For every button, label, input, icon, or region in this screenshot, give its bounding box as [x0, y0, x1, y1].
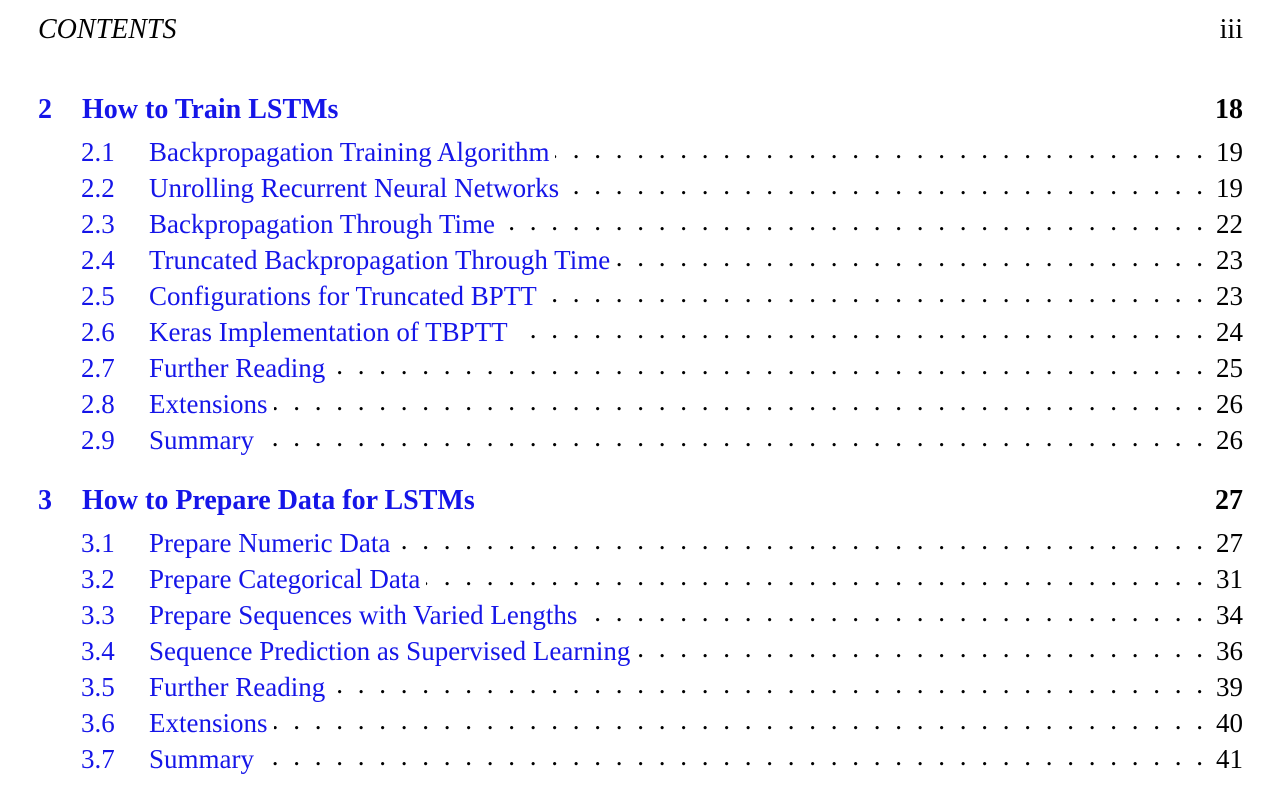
toc-entry[interactable] — [38, 170, 1243, 206]
section-number[interactable]: 3.6 — [81, 708, 115, 738]
toc-entry[interactable] — [38, 669, 1243, 705]
toc-entry[interactable] — [38, 206, 1243, 242]
dot-leader — [396, 525, 1203, 552]
toc-entry[interactable] — [38, 350, 1243, 386]
dot-leader — [260, 422, 1203, 449]
section-page-number: 22 — [1216, 209, 1243, 239]
section-title-link[interactable]: Further Reading — [149, 353, 326, 383]
section-number[interactable]: 3.5 — [81, 672, 115, 702]
dot-leader — [543, 278, 1203, 305]
toc-entry[interactable] — [38, 386, 1243, 422]
section-number[interactable]: 2.3 — [81, 209, 115, 239]
section-page-number: 36 — [1216, 636, 1243, 666]
chapter-page-number: 18 — [1215, 94, 1243, 125]
dot-leader — [274, 705, 1204, 732]
section-number[interactable]: 2.5 — [81, 281, 115, 311]
toc-entry[interactable] — [38, 314, 1243, 350]
section-number[interactable]: 3.7 — [81, 744, 115, 774]
toc-entry[interactable] — [38, 741, 1243, 777]
section-number[interactable]: 3.3 — [81, 600, 115, 630]
dot-leader — [616, 242, 1203, 269]
section-page-number: 39 — [1216, 672, 1243, 702]
toc-entry[interactable] — [38, 134, 1243, 170]
section-number[interactable]: 2.8 — [81, 389, 115, 419]
dot-leader — [636, 633, 1203, 660]
section-title-link[interactable]: Summary — [149, 425, 254, 455]
section-title-link[interactable]: Sequence Prediction as Supervised Learning — [149, 636, 631, 666]
section-page-number: 24 — [1216, 317, 1243, 347]
running-header — [38, 14, 1243, 54]
section-title-link[interactable]: Summary — [149, 744, 254, 774]
section-page-number: 19 — [1216, 173, 1243, 203]
section-page-number: 41 — [1216, 744, 1243, 774]
section-number[interactable]: 2.6 — [81, 317, 115, 347]
dot-leader — [501, 206, 1203, 233]
toc-entry[interactable] — [38, 705, 1243, 741]
section-list — [38, 134, 1243, 458]
chapter-number[interactable]: 3 — [38, 485, 52, 516]
dot-leader — [331, 350, 1203, 377]
section-page-number: 19 — [1216, 137, 1243, 167]
section-number[interactable]: 2.1 — [81, 137, 115, 167]
section-title-link[interactable]: Backpropagation Through Time — [149, 209, 495, 239]
dot-leader — [583, 597, 1203, 624]
section-list — [38, 525, 1243, 777]
section-number[interactable]: 2.4 — [81, 245, 115, 275]
section-title-link[interactable]: Extensions — [149, 708, 268, 738]
section-page-number: 40 — [1216, 708, 1243, 738]
toc-entry[interactable] — [38, 278, 1243, 314]
chapter-number[interactable]: 2 — [38, 94, 52, 125]
chapter-page-number: 27 — [1215, 485, 1243, 516]
chapter-title-link[interactable]: How to Prepare Data for LSTMs — [82, 485, 475, 516]
section-number[interactable]: 3.2 — [81, 564, 115, 594]
section-title-link[interactable]: Prepare Numeric Data — [149, 528, 391, 558]
dot-leader — [331, 669, 1203, 696]
section-page-number: 23 — [1216, 245, 1243, 275]
dot-leader — [426, 561, 1203, 588]
chapter-3 — [38, 485, 1243, 777]
dot-leader — [260, 741, 1203, 768]
toc-entry[interactable] — [38, 633, 1243, 669]
section-page-number: 26 — [1216, 425, 1243, 455]
chapter-heading[interactable] — [38, 485, 1243, 525]
section-number[interactable]: 2.7 — [81, 353, 115, 383]
section-title-link[interactable]: Backpropagation Training Algorithm — [149, 137, 550, 167]
section-title-link[interactable]: Further Reading — [149, 672, 326, 702]
chapter-title-link[interactable]: How to Train LSTMs — [82, 94, 339, 125]
section-title-link[interactable]: Extensions — [149, 389, 268, 419]
toc-entry[interactable] — [38, 525, 1243, 561]
section-title-link[interactable]: Keras Implementation of TBPTT — [149, 317, 508, 347]
section-page-number: 23 — [1216, 281, 1243, 311]
dot-leader — [274, 386, 1204, 413]
chapter-heading[interactable] — [38, 94, 1243, 134]
dot-leader — [514, 314, 1203, 341]
toc-entry[interactable] — [38, 422, 1243, 458]
section-number[interactable]: 2.9 — [81, 425, 115, 455]
section-title-link[interactable]: Configurations for Truncated BPTT — [149, 281, 537, 311]
section-title-link[interactable]: Prepare Categorical Data — [149, 564, 421, 594]
section-number[interactable]: 3.4 — [81, 636, 115, 666]
section-title-link[interactable]: Truncated Backpropagation Through Time — [149, 245, 611, 275]
section-page-number: 26 — [1216, 389, 1243, 419]
section-number[interactable]: 3.1 — [81, 528, 115, 558]
section-title-link[interactable]: Unrolling Recurrent Neural Networks — [149, 173, 560, 203]
section-page-number: 31 — [1216, 564, 1243, 594]
dot-leader — [555, 134, 1203, 161]
section-page-number: 27 — [1216, 528, 1243, 558]
toc-entry[interactable] — [38, 597, 1243, 633]
section-page-number: 25 — [1216, 353, 1243, 383]
section-page-number: 34 — [1216, 600, 1243, 630]
dot-leader — [565, 170, 1203, 197]
toc-entry[interactable] — [38, 242, 1243, 278]
section-number[interactable]: 2.2 — [81, 173, 115, 203]
header-title: CONTENTS — [38, 14, 177, 45]
header-page-number: iii — [1219, 14, 1243, 45]
chapter-2 — [38, 94, 1243, 458]
toc-entry[interactable] — [38, 561, 1243, 597]
section-title-link[interactable]: Prepare Sequences with Varied Lengths — [149, 600, 578, 630]
